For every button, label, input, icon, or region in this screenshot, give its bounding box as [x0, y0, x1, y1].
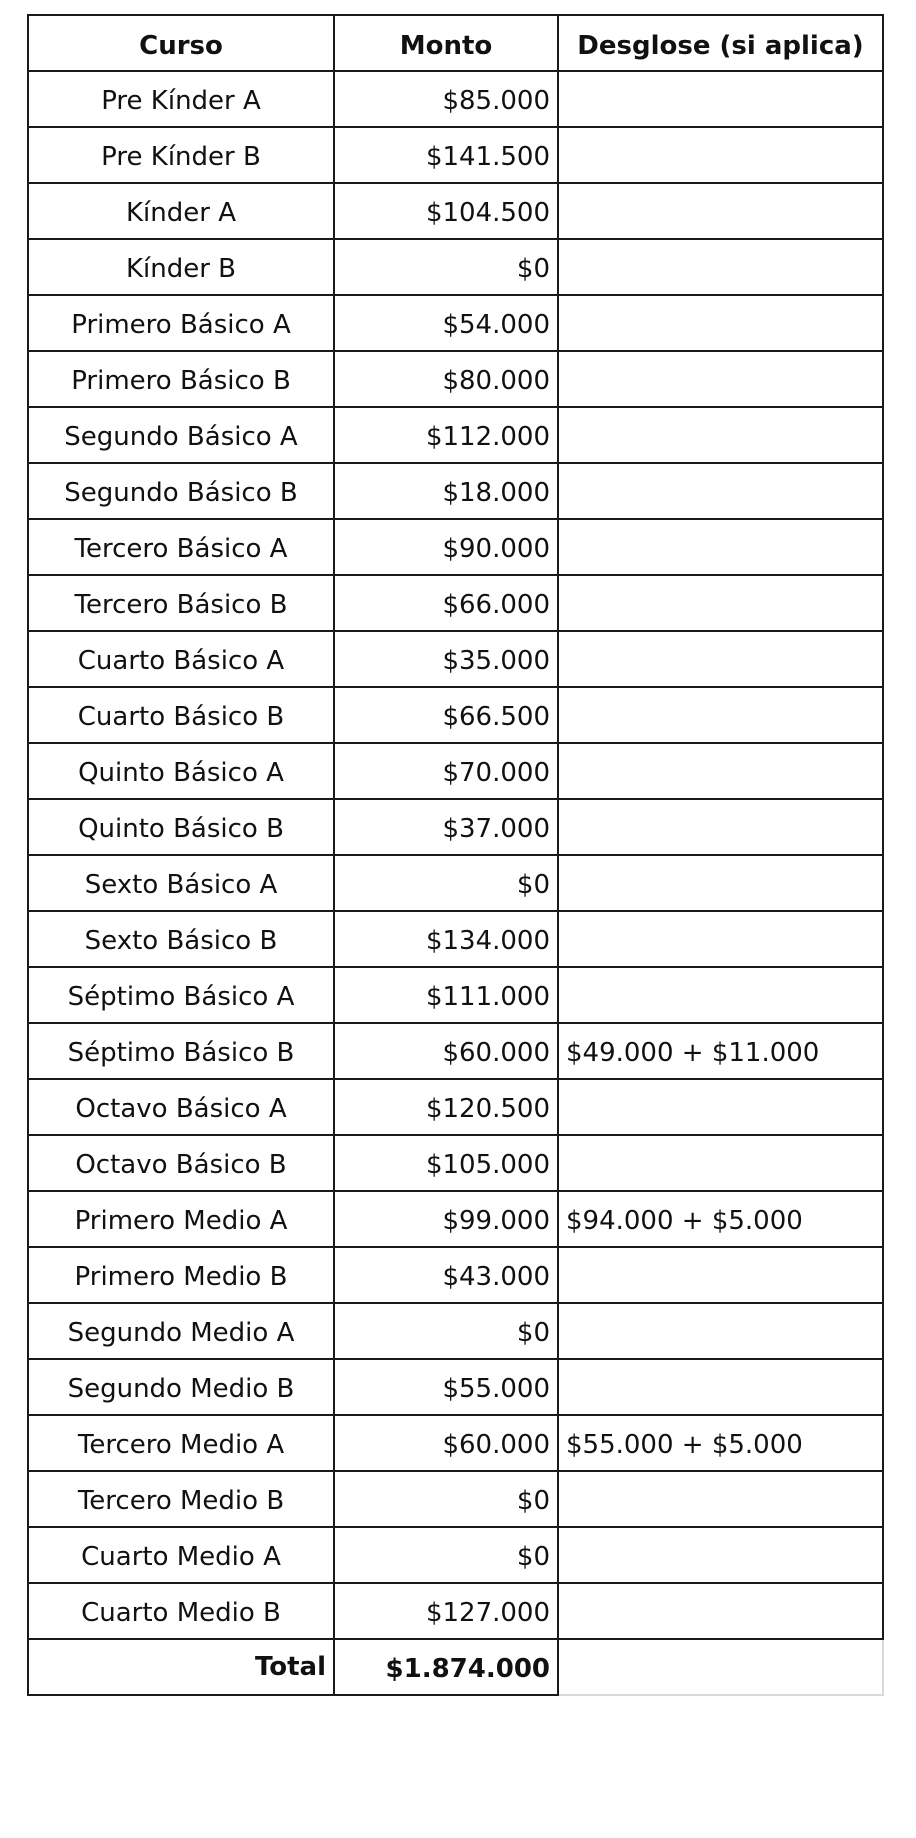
curso-cell[interactable]: Cuarto Básico A [28, 631, 334, 687]
curso-cell[interactable]: Sexto Básico B [28, 911, 334, 967]
curso-cell[interactable]: Segundo Básico B [28, 463, 334, 519]
curso-cell[interactable]: Sexto Básico A [28, 855, 334, 911]
curso-cell[interactable]: Kínder B [28, 239, 334, 295]
curso-cell[interactable]: Pre Kínder B [28, 127, 334, 183]
table-row [28, 687, 883, 743]
desglose-cell[interactable] [558, 1471, 883, 1527]
amounts-table [27, 14, 884, 1696]
monto-cell[interactable]: $54.000 [334, 295, 558, 351]
curso-cell[interactable]: Octavo Básico B [28, 1135, 334, 1191]
curso-cell[interactable]: Tercero Básico B [28, 575, 334, 631]
curso-cell[interactable]: Séptimo Básico B [28, 1023, 334, 1079]
desglose-cell[interactable] [558, 799, 883, 855]
table-row [28, 1359, 883, 1415]
desglose-cell[interactable] [558, 127, 883, 183]
monto-cell[interactable]: $127.000 [334, 1583, 558, 1639]
table-row [28, 911, 883, 967]
monto-cell[interactable]: $0 [334, 239, 558, 295]
total-desglose-cell[interactable] [558, 1639, 883, 1695]
curso-cell[interactable]: Segundo Medio B [28, 1359, 334, 1415]
table-row [28, 127, 883, 183]
monto-cell[interactable]: $0 [334, 1471, 558, 1527]
table-row [28, 967, 883, 1023]
curso-cell[interactable]: Segundo Básico A [28, 407, 334, 463]
table-row [28, 1303, 883, 1359]
table-row [28, 1247, 883, 1303]
header-row [28, 15, 883, 71]
table-row [28, 1527, 883, 1583]
desglose-cell[interactable] [558, 239, 883, 295]
table-row [28, 631, 883, 687]
monto-cell[interactable]: $43.000 [334, 1247, 558, 1303]
curso-cell[interactable]: Tercero Medio B [28, 1471, 334, 1527]
table-row [28, 1471, 883, 1527]
header-curso[interactable]: Curso [28, 15, 334, 71]
curso-cell[interactable]: Primero Medio B [28, 1247, 334, 1303]
monto-cell[interactable]: $66.500 [334, 687, 558, 743]
desglose-cell[interactable] [558, 855, 883, 911]
spreadsheet-sheet [27, 14, 884, 1696]
desglose-cell[interactable]: $94.000 + $5.000 [558, 1191, 883, 1247]
desglose-cell[interactable] [558, 295, 883, 351]
curso-cell[interactable]: Pre Kínder A [28, 71, 334, 127]
table-row [28, 1415, 883, 1471]
monto-cell[interactable]: $0 [334, 1527, 558, 1583]
curso-cell[interactable]: Cuarto Medio A [28, 1527, 334, 1583]
monto-cell[interactable]: $104.500 [334, 183, 558, 239]
desglose-cell[interactable] [558, 351, 883, 407]
desglose-cell[interactable]: $55.000 + $5.000 [558, 1415, 883, 1471]
table-row [28, 519, 883, 575]
total-label[interactable]: Total [28, 1639, 334, 1695]
desglose-cell[interactable] [558, 1079, 883, 1135]
desglose-cell[interactable] [558, 1135, 883, 1191]
table-row [28, 407, 883, 463]
table-row [28, 743, 883, 799]
table-row [28, 855, 883, 911]
desglose-cell[interactable] [558, 575, 883, 631]
monto-cell[interactable]: $99.000 [334, 1191, 558, 1247]
curso-cell[interactable]: Quinto Básico A [28, 743, 334, 799]
desglose-cell[interactable] [558, 71, 883, 127]
monto-cell[interactable]: $18.000 [334, 463, 558, 519]
monto-cell[interactable]: $60.000 [334, 1415, 558, 1471]
table-row [28, 1079, 883, 1135]
monto-cell[interactable]: $85.000 [334, 71, 558, 127]
table-row [28, 575, 883, 631]
monto-cell[interactable]: $134.000 [334, 911, 558, 967]
table-body [28, 71, 883, 1639]
table-row [28, 239, 883, 295]
table-row [28, 183, 883, 239]
monto-cell[interactable]: $141.500 [334, 127, 558, 183]
table-row [28, 1583, 883, 1639]
desglose-cell[interactable] [558, 1359, 883, 1415]
curso-cell[interactable]: Segundo Medio A [28, 1303, 334, 1359]
desglose-cell[interactable] [558, 911, 883, 967]
curso-cell[interactable]: Cuarto Básico B [28, 687, 334, 743]
monto-cell[interactable]: $120.500 [334, 1079, 558, 1135]
monto-cell[interactable]: $37.000 [334, 799, 558, 855]
desglose-cell[interactable] [558, 1247, 883, 1303]
table-row [28, 295, 883, 351]
desglose-cell[interactable]: $49.000 + $11.000 [558, 1023, 883, 1079]
desglose-cell[interactable] [558, 967, 883, 1023]
table-row [28, 71, 883, 127]
monto-cell[interactable]: $70.000 [334, 743, 558, 799]
monto-cell[interactable]: $35.000 [334, 631, 558, 687]
curso-cell[interactable]: Tercero Básico A [28, 519, 334, 575]
curso-cell[interactable]: Primero Básico A [28, 295, 334, 351]
monto-cell[interactable]: $66.000 [334, 575, 558, 631]
desglose-cell[interactable] [558, 407, 883, 463]
curso-cell[interactable]: Tercero Medio A [28, 1415, 334, 1471]
curso-cell[interactable]: Primero Medio A [28, 1191, 334, 1247]
table-row [28, 463, 883, 519]
curso-cell[interactable]: Séptimo Básico A [28, 967, 334, 1023]
monto-cell[interactable]: $0 [334, 1303, 558, 1359]
curso-cell[interactable]: Cuarto Medio B [28, 1583, 334, 1639]
table-row [28, 351, 883, 407]
desglose-cell[interactable] [558, 183, 883, 239]
curso-cell[interactable]: Kínder A [28, 183, 334, 239]
monto-cell[interactable]: $80.000 [334, 351, 558, 407]
desglose-cell[interactable] [558, 687, 883, 743]
monto-cell[interactable]: $112.000 [334, 407, 558, 463]
monto-cell[interactable]: $60.000 [334, 1023, 558, 1079]
monto-cell[interactable]: $105.000 [334, 1135, 558, 1191]
monto-cell[interactable]: $90.000 [334, 519, 558, 575]
table-row [28, 1023, 883, 1079]
table-row [28, 799, 883, 855]
monto-cell[interactable]: $111.000 [334, 967, 558, 1023]
monto-cell[interactable]: $0 [334, 855, 558, 911]
total-row [28, 1639, 883, 1695]
curso-cell[interactable]: Primero Básico B [28, 351, 334, 407]
desglose-cell[interactable] [558, 631, 883, 687]
header-monto[interactable]: Monto [334, 15, 558, 71]
table-row [28, 1135, 883, 1191]
total-amount[interactable]: $1.874.000 [334, 1639, 558, 1695]
desglose-cell[interactable] [558, 1583, 883, 1639]
desglose-cell[interactable] [558, 743, 883, 799]
desglose-cell[interactable] [558, 1527, 883, 1583]
header-desglose[interactable]: Desglose (si aplica) [558, 15, 883, 71]
table-row [28, 1191, 883, 1247]
desglose-cell[interactable] [558, 1303, 883, 1359]
curso-cell[interactable]: Quinto Básico B [28, 799, 334, 855]
curso-cell[interactable]: Octavo Básico A [28, 1079, 334, 1135]
desglose-cell[interactable] [558, 519, 883, 575]
monto-cell[interactable]: $55.000 [334, 1359, 558, 1415]
desglose-cell[interactable] [558, 463, 883, 519]
